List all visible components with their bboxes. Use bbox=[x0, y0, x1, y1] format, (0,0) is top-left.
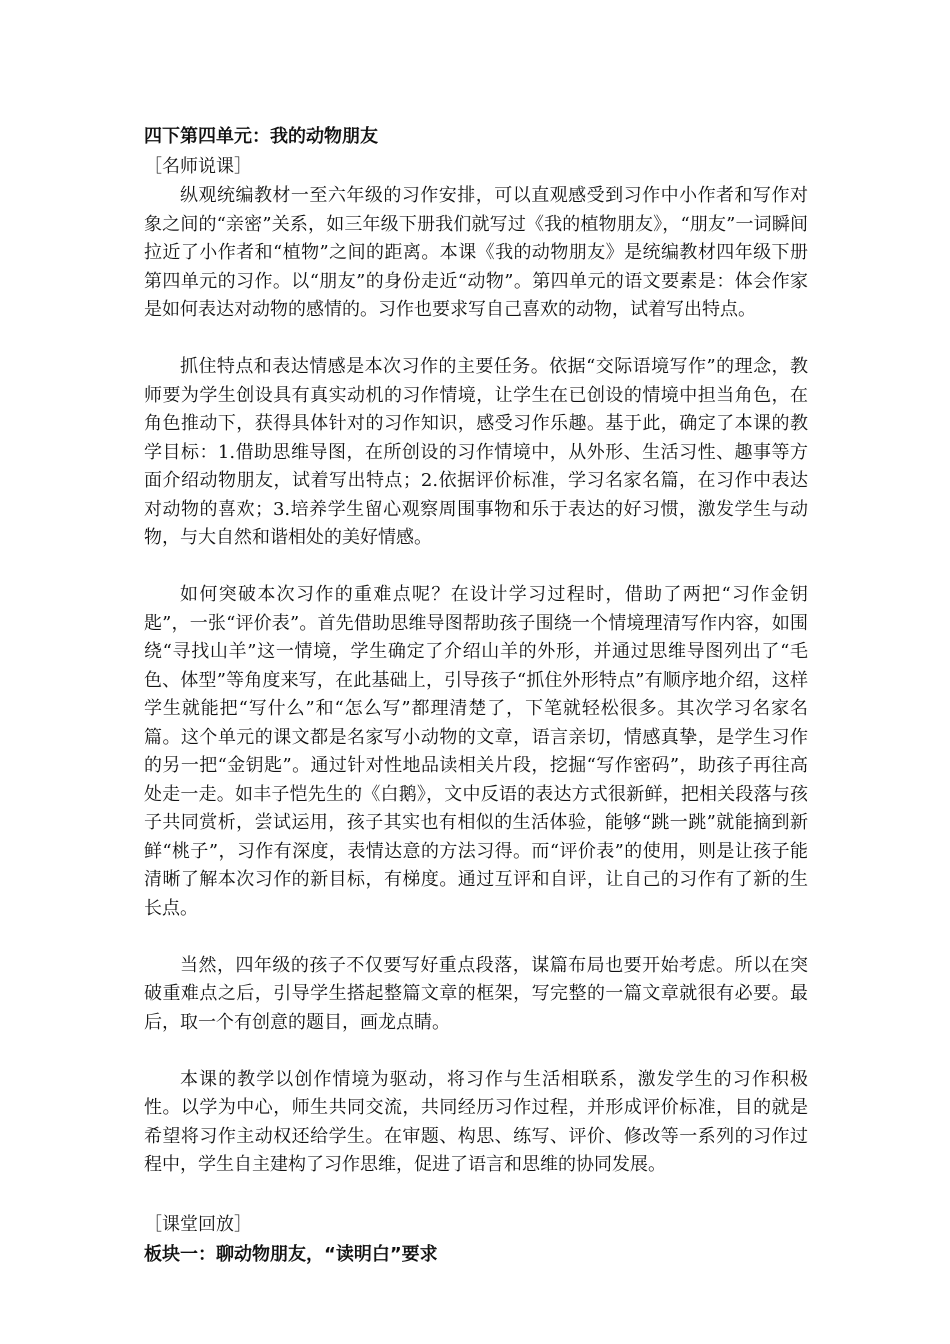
paragraph-3: 如何突破本次习作的重难点呢？在设计学习过程时，借助了两把“习作金钥匙”，一张“评价表”。首先借助思维导图帮助孩子围绕一个情境理清写作内容，如围绕“寻找山羊”这一情境，学生确定了介绍山羊的外形，并通过思维导图列出了“毛色、体型”等角度来写，在此基础上，引导孩子“抓住外形特点”有顺序地介绍，这样学生就能把“写什么”和“怎么写”都理清楚了，下笔就轻松很多。其次学习名家名篇。这个单元的课文都是名家写小动物的文章，语言亲切，情感真挚，是学生习作的另一把“金钥匙”。通过针对性地品读相关片段，挖掘“写作密码”，助孩子再往高处走一走。如丰子恺先生的《白鹅》，文中反语的表达方式很新鲜，把相关段落与孩子共同赏析，尝试运用，孩子其实也有相似的生活体验，能够“跳一跳”就能摘到新鲜“桃子”，习作有深度，表情达意的方法习得。而“评价表”的使用，则是让孩子能清晰了解本次习作的新目标，有梯度。通过互评和自评，让自己的习作有了新的生长点。 bbox=[144, 584, 808, 919]
section-label-classroom-replay: ［课堂回放］ bbox=[144, 1213, 252, 1235]
paragraph-gap bbox=[144, 923, 808, 952]
paragraph-gap bbox=[144, 553, 808, 582]
paragraph-gap bbox=[144, 1180, 808, 1210]
paragraph-1: 纵观统编教材一至六年级的习作安排，可以直观感受到习作中小作者和写作对象之间的“亲密”关系，如三年级下册我们就写过《我的植物朋友》，“朋友”一词瞬间拉近了小作者和“植物”之间的距离。本课《我的动物朋友》是统编教材四年级下册第四单元的习作。以“朋友”的身份走近“动物”。第四单元的语文要素是：体会作家是如何表达对动物的感情的。习作也要求写自己喜欢的动物，试着写出特点。 bbox=[144, 185, 808, 320]
subheading-block-one: 板块一：聊动物朋友，“读明白”要求 bbox=[144, 1243, 438, 1265]
section-label-teacher-talk: ［名师说课］ bbox=[144, 156, 252, 177]
paragraph-gap bbox=[144, 325, 808, 354]
document-title: 四下第四单元：我的动物朋友 bbox=[144, 126, 378, 147]
paragraph-5: 本课的教学以创作情境为驱动，将习作与生活相联系，激发学生的习作积极性。以学为中心，师生共同交流，共同经历习作过程，并形成评价标准，目的就是希望将习作主动权还给学生。在审题、构思、练写、评价、修改等一系列的习作过程中，学生自主建构了习作思维，促进了语言和思维的协同发展。 bbox=[144, 1068, 808, 1175]
paragraph-gap bbox=[144, 1037, 808, 1066]
paragraph-2: 抓住特点和表达情感是本次习作的主要任务。依据“交际语境写作”的理念，教师要为学生创设具有真实动机的习作情境，让学生在已创设的情境中担当角色，在角色推动下，获得具体针对的习作知识，感受习作乐趣。基于此，确定了本课的教学目标：1.借助思维导图，在所创设的习作情境中，从外形、生活习性、趣事等方面介绍动物朋友，试着写出特点；2.依据评价标准，学习名家名篇，在习作中表达对动物的喜欢；3.培养学生留心观察周围事物和乐于表达的好习惯，激发学生与动物，与大自然和谐相处的美好情感。 bbox=[144, 356, 808, 548]
paragraph-4: 当然，四年级的孩子不仅要写好重点段落，谋篇布局也要开始考虑。所以在突破重难点之后，引导学生搭起整篇文章的框架，写完整的一篇文章就很有必要。最后，取一个有创意的题目，画龙点睛。 bbox=[144, 954, 808, 1033]
document-page bbox=[144, 122, 808, 1270]
